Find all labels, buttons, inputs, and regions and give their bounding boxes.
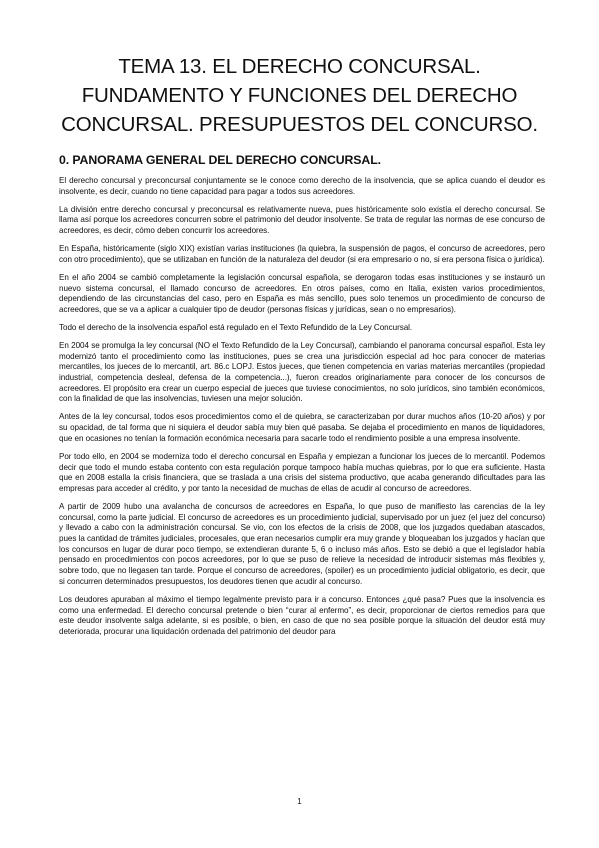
paragraph: Los deudores apuraban al máximo el tiempo legalmente previsto para ir a concurso. Entonces ¿qué pasa? Pues que la insolvencia es como una enfermedad. El derecho concursal pretende o bien “curar al enfermo”, es decir, proporcionar de ciertos remedios para que este deudor insolvente salga adelante, si es posible, o bien, en caso de que no sea posible porque la situación del deudor está muy deteriorada, procurar una liquidación ordenada del patrimonio del deudor para	[59, 594, 545, 636]
title-line: FUNDAMENTO Y FUNCIONES DEL DERECHO	[81, 84, 518, 107]
page-number: 1	[297, 797, 302, 806]
paragraph: En España, históricamente (siglo XIX) existían varias instituciones (la quiebra, la suspensión de pagos, el concurso de acreedores, pero con otro procedimiento), que se utilizaban en función de la naturaleza del deudor (si era empresario o no, si era persona física o jurídica).	[59, 244, 545, 264]
section-heading: 0. PANORAMA GENERAL DEL DERECHO CONCURSAL.	[59, 153, 381, 167]
paragraph: Antes de la ley concursal, todos esos procedimientos como el de quiebra, se caracterizaban por durar muchos años (10-20 años) y por su opacidad, de tal forma que ni siquiera el deudor sabía muy bien qué pasaba. Se dejaba el procedimiento en manos de liquidadores, que en ocasiones no tenían la formación económica necesaria para sacarle todo el rendimiento posible a una empresa insolvente.	[59, 412, 545, 443]
paragraph: A partir de 2009 hubo una avalancha de concursos de acreedores en España, lo que puso de manifiesto las carencias de la ley concursal, como la parte judicial. El concurso de acreedores es un procedimiento judicial, supervisado por un juez (el juez del concurso) y llevado a cabo con la administración concursal. Se vio, con los efectos de la crisis de 2008, que los juzgados quedaban atascados, pues la cantidad de trámites judiciales, procesales, que eran necesarios cumplir era muy grande y bloqueaban los juzgados y hacían que los concursos en lugar de durar poco tiempo, se extendieran durante 5, 6 o incluso más años. Esto se debió a que el legislador había pensado en procedimientos con pocos acreedores, por lo que se puso de relieve la necesidad de introducir sistemas más flexibles y, sobre todo, que no llegasen tan tarde. Porque el concurso de acreedores, (spoiler) es un procedimiento judicial obligatorio, es decir, que si concurren determinados presupuestos, los deudores tienen que acudir al concurso.	[59, 501, 545, 586]
document-title	[40, 52, 559, 139]
title-line: TEMA 13. EL DERECHO CONCURSAL.	[118, 55, 481, 78]
paragraph: En 2004 se promulga la ley concursal (NO el Texto Refundido de la Ley Concursal), cambiando el panorama concursal español. Esta ley modernizó tanto el procedimiento como las instituciones, pues se crea una jurisdicción especial ad hoc para conocer de materias mercantiles, los jueces de lo mercantil, art. 86.c LOPJ. Estos jueces, que tienen competencia en varias materias mercantiles (propiedad industrial, competencia desleal, defensa de la competencia...), fueron creados originariamente para conocer de los concursos de acreedores. El propósito era crear un cuerpo especial de jueces que tuviese conocimientos, no solo jurídicos, sino también económicos, con la finalidad de que las insolvencias, tuviesen una mejor solución.	[59, 340, 545, 404]
paragraph: La división entre derecho concursal y preconcursal es relativamente nueva, pues históricamente solo existía el derecho concursal. Se llama así porque los acreedores concurren sobre el patrimonio del deudor insolvente. Se trata de regular las normas de ese concurso de acreedores, es decir, cómo deben concurrir los acreedores.	[59, 204, 545, 236]
paragraph: Todo el derecho de la insolvencia español está regulado en el Texto Refundido de la Ley Concursal.	[59, 322, 413, 332]
paragraph: En el año 2004 se cambió completamente la legislación concursal española, se derogaron todas esas instituciones y se instauró un nuevo sistema concursal, el llamado concurso de acreedores. En otros países, como en Italia, existen varios procedimientos, dependiendo de las circunstancias del caso, pero en España es más sencillo, pues solo tenemos un procedimiento de concurso de acreedores, que se va a aplicar a cualquier tipo de deudor (personas físicas y jurídicas, sean o no empresarios).	[59, 272, 545, 314]
paragraph: Por todo ello, en 2004 se moderniza todo el derecho concursal en España y empiezan a funcionar los jueces de lo mercantil. Podemos decir que todo el mundo estaba contento con esta regulación porque tampoco había muchas quiebras, por lo que era suficiente. Hasta que en 2008 estalla la crisis financiera, que se traslada a una crisis del sistema productivo, que acaba generando dificultades para las empresas para acceder al crédito, y por tanto la necesidad de muchas de ellas de acudir al concurso de acreedores.	[59, 451, 545, 493]
body-text	[59, 176, 545, 645]
paragraph: El derecho concursal y preconcursal conjuntamente se le conoce como derecho de la insolvencia, que se aplica cuando el deudor es insolvente, es decir, cuando no tiene capacidad para pagar a todos sus acreedores.	[59, 176, 545, 196]
title-line: CONCURSAL. PRESUPUESTOS DEL CONCURSO.	[61, 113, 538, 136]
